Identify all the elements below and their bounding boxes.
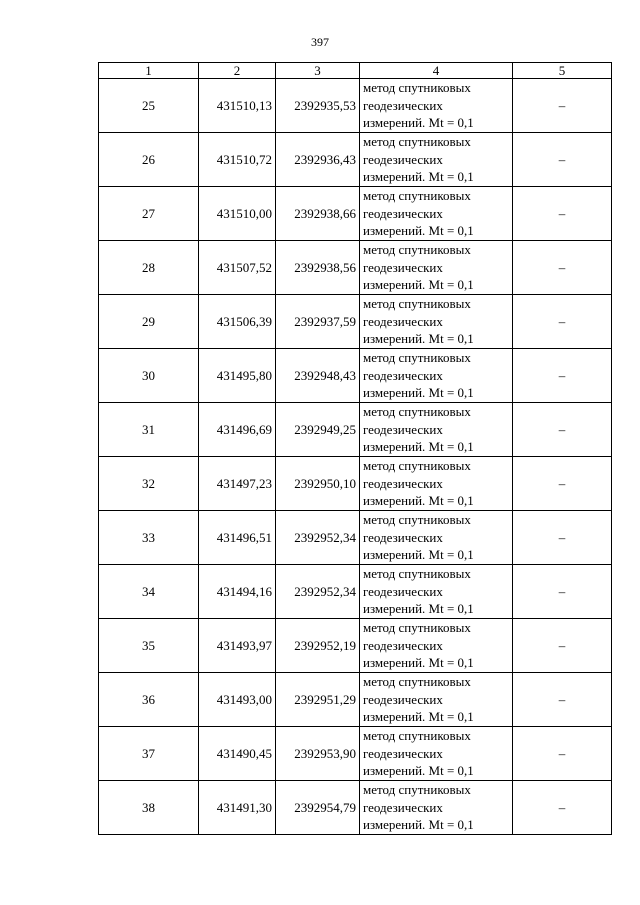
coordinate-x-cell: 431507,52: [199, 241, 276, 295]
note-cell: –: [513, 295, 612, 349]
coordinate-x-cell: 431510,13: [199, 79, 276, 133]
coordinate-y-cell: 2392938,66: [276, 187, 360, 241]
coordinate-y-cell: 2392936,43: [276, 133, 360, 187]
note-cell: –: [513, 241, 612, 295]
column-header-2: 2: [199, 63, 276, 79]
note-cell: –: [513, 133, 612, 187]
coordinate-x-cell: 431491,30: [199, 781, 276, 835]
coordinate-y-cell: 2392935,53: [276, 79, 360, 133]
point-number-cell: 34: [99, 565, 199, 619]
table-row: [99, 727, 612, 781]
point-number-cell: 26: [99, 133, 199, 187]
table-row: [99, 457, 612, 511]
table-row: [99, 133, 612, 187]
method-cell: метод спутниковых геодезических измерений. Mt = 0,1: [360, 673, 513, 727]
point-number-cell: 35: [99, 619, 199, 673]
table-row: [99, 79, 612, 133]
method-cell: метод спутниковых геодезических измерений. Mt = 0,1: [360, 403, 513, 457]
table-row: [99, 511, 612, 565]
method-cell: метод спутниковых геодезических измерений. Mt = 0,1: [360, 511, 513, 565]
note-cell: –: [513, 79, 612, 133]
coordinate-y-cell: 2392952,19: [276, 619, 360, 673]
coordinate-y-cell: 2392951,29: [276, 673, 360, 727]
method-cell: метод спутниковых геодезических измерений. Mt = 0,1: [360, 349, 513, 403]
coordinate-y-cell: 2392953,90: [276, 727, 360, 781]
coordinate-x-cell: 431510,72: [199, 133, 276, 187]
table-row: [99, 619, 612, 673]
method-cell: метод спутниковых геодезических измерений. Mt = 0,1: [360, 565, 513, 619]
coordinate-x-cell: 431493,97: [199, 619, 276, 673]
note-cell: –: [513, 673, 612, 727]
point-number-cell: 29: [99, 295, 199, 349]
method-cell: метод спутниковых геодезических измерений. Mt = 0,1: [360, 241, 513, 295]
coordinate-x-cell: 431510,00: [199, 187, 276, 241]
table-row: [99, 565, 612, 619]
point-number-cell: 25: [99, 79, 199, 133]
note-cell: –: [513, 619, 612, 673]
coordinate-y-cell: 2392949,25: [276, 403, 360, 457]
method-cell: метод спутниковых геодезических измерений. Mt = 0,1: [360, 619, 513, 673]
point-number-cell: 33: [99, 511, 199, 565]
point-number-cell: 36: [99, 673, 199, 727]
table-row: [99, 403, 612, 457]
note-cell: –: [513, 349, 612, 403]
coordinate-y-cell: 2392937,59: [276, 295, 360, 349]
coordinate-x-cell: 431493,00: [199, 673, 276, 727]
point-number-cell: 37: [99, 727, 199, 781]
coordinate-x-cell: 431494,16: [199, 565, 276, 619]
column-header-3: 3: [276, 63, 360, 79]
note-cell: –: [513, 403, 612, 457]
coordinate-x-cell: 431506,39: [199, 295, 276, 349]
note-cell: –: [513, 727, 612, 781]
point-number-cell: 38: [99, 781, 199, 835]
note-cell: –: [513, 511, 612, 565]
method-cell: метод спутниковых геодезических измерений. Mt = 0,1: [360, 457, 513, 511]
table-body: [99, 79, 612, 835]
page-number: 397: [311, 35, 329, 49]
column-header-5: 5: [513, 63, 612, 79]
table-row: [99, 349, 612, 403]
table-row: [99, 241, 612, 295]
method-cell: метод спутниковых геодезических измерений. Mt = 0,1: [360, 133, 513, 187]
coordinate-x-cell: 431496,51: [199, 511, 276, 565]
coordinate-y-cell: 2392952,34: [276, 565, 360, 619]
point-number-cell: 30: [99, 349, 199, 403]
note-cell: –: [513, 781, 612, 835]
coordinate-y-cell: 2392938,56: [276, 241, 360, 295]
method-cell: метод спутниковых геодезических измерений. Mt = 0,1: [360, 187, 513, 241]
note-cell: –: [513, 457, 612, 511]
note-cell: –: [513, 565, 612, 619]
point-number-cell: 32: [99, 457, 199, 511]
coordinate-y-cell: 2392948,43: [276, 349, 360, 403]
method-cell: метод спутниковых геодезических измерений. Mt = 0,1: [360, 79, 513, 133]
coordinate-x-cell: 431497,23: [199, 457, 276, 511]
coordinate-x-cell: 431496,69: [199, 403, 276, 457]
coordinate-y-cell: 2392950,10: [276, 457, 360, 511]
method-cell: метод спутниковых геодезических измерений. Mt = 0,1: [360, 727, 513, 781]
method-cell: метод спутниковых геодезических измерений. Mt = 0,1: [360, 295, 513, 349]
point-number-cell: 28: [99, 241, 199, 295]
table-row: [99, 673, 612, 727]
column-header-4: 4: [360, 63, 513, 79]
coordinate-y-cell: 2392952,34: [276, 511, 360, 565]
note-cell: –: [513, 187, 612, 241]
table-row: [99, 295, 612, 349]
coordinate-y-cell: 2392954,79: [276, 781, 360, 835]
coordinates-table: [98, 62, 612, 835]
table-header-row: [99, 63, 612, 79]
table-row: [99, 781, 612, 835]
point-number-cell: 27: [99, 187, 199, 241]
coordinate-x-cell: 431495,80: [199, 349, 276, 403]
table-row: [99, 187, 612, 241]
point-number-cell: 31: [99, 403, 199, 457]
column-header-1: 1: [99, 63, 199, 79]
coordinate-x-cell: 431490,45: [199, 727, 276, 781]
method-cell: метод спутниковых геодезических измерений. Mt = 0,1: [360, 781, 513, 835]
